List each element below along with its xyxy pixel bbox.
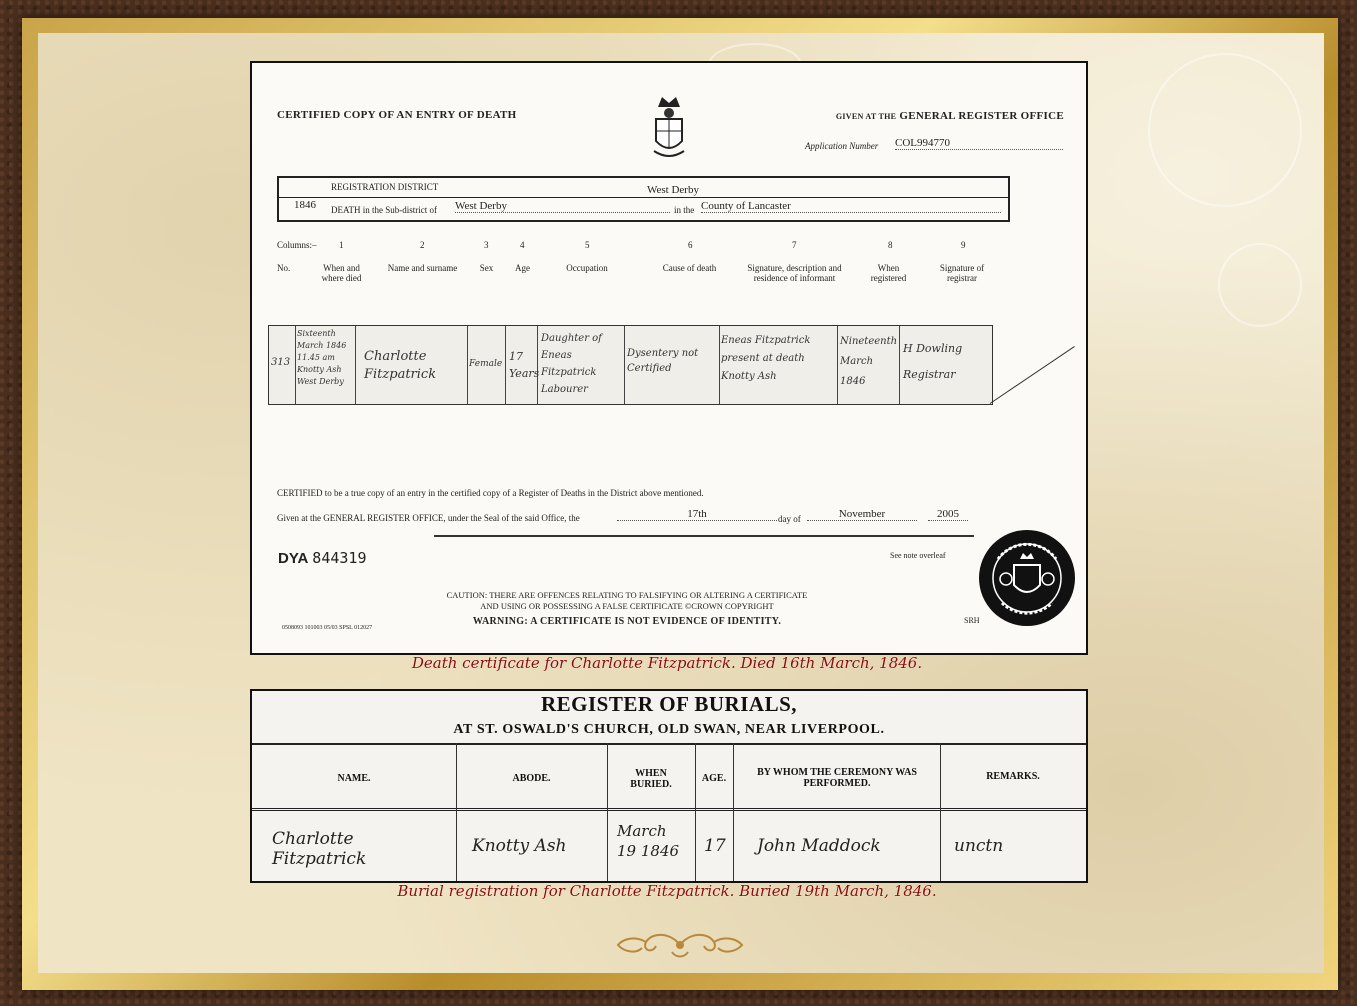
column-number: 1: [339, 240, 344, 250]
burial-by-whom: John Maddock: [757, 836, 881, 856]
burial-remarks: unctn: [954, 836, 1004, 856]
column-number: 7: [792, 240, 797, 250]
day-of-label: day of: [778, 514, 801, 524]
column-header-cause: Cause of death: [662, 263, 717, 273]
entry-sex: Female: [469, 359, 503, 369]
entry-number: 313: [271, 357, 291, 368]
subdistrict-label: DEATH in the Sub-district of: [331, 205, 437, 215]
registration-year: 1846: [294, 199, 316, 211]
serial-number: DYA 844319: [278, 549, 367, 567]
header-abode: ABODE.: [512, 773, 551, 784]
general-register-office-seal-icon: [978, 529, 1076, 627]
given-year: 2005: [928, 508, 968, 521]
column-number: 8: [888, 240, 893, 250]
application-number: COL994770: [895, 137, 1063, 150]
divider: [434, 535, 974, 537]
see-note-overleaf: See note overleaf: [890, 551, 946, 560]
certificate-title: CERTIFIED COPY OF AN ENTRY OF DEATH: [277, 109, 517, 121]
registration-district-label: REGISTRATION DISTRICT: [331, 182, 439, 192]
subdistrict: West Derby: [455, 200, 670, 213]
columns-label: Columns:–: [277, 240, 317, 250]
decorative-swirl: [1148, 53, 1302, 207]
in-the-label: in the: [674, 205, 695, 215]
registration-box: [277, 176, 1010, 222]
death-entry-row: [268, 325, 993, 405]
burial-name: Charlotte Fitzpatrick: [272, 829, 367, 869]
entry-name: Charlotte Fitzpatrick: [364, 349, 437, 382]
burial-register-title: REGISTER OF BURIALS,: [540, 692, 798, 716]
certified-statement: CERTIFIED to be a true copy of an entry in the certified copy of a Register of Deaths in the District above mentioned.: [277, 488, 704, 498]
registration-district: West Derby: [647, 184, 699, 196]
header-age: AGE.: [701, 773, 727, 784]
given-statement: Given at the GENERAL REGISTER OFFICE, under the Seal of the said Office, the: [277, 513, 580, 523]
header-name: NAME.: [337, 773, 371, 784]
column-number: 2: [420, 240, 425, 250]
header-remarks: REMARKS.: [986, 771, 1040, 782]
entry-when-registered: Nineteenth March 1846: [840, 336, 898, 387]
death-certificate: [250, 61, 1088, 655]
given-at-office: GIVEN AT THE GENERAL REGISTER OFFICE: [835, 110, 1064, 122]
burial-register-subtitle: AT ST. OSWALD'S CHURCH, OLD SWAN, NEAR LIVERPOOL.: [453, 722, 885, 737]
column-header-sex: Sex: [479, 263, 494, 273]
column-header-informant: Signature, description and residence of informant: [747, 263, 842, 283]
entry-when-where: Sixteenth March 1846 11.45 am Knotty Ash West Derby: [297, 329, 347, 386]
flourish-ornament-icon: [612, 928, 748, 962]
column-header-occupation: Occupation: [566, 263, 608, 273]
entry-informant: Eneas Fitzpatrick present at death Knotty Ash: [721, 335, 811, 382]
column-header-when-registered: When registered: [870, 263, 907, 283]
royal-crest-icon: [650, 93, 688, 163]
burial-abode: Knotty Ash: [472, 836, 567, 856]
burial-age: 17: [704, 836, 726, 856]
column-number: 9: [961, 240, 966, 250]
print-codes: 0508093 101003 05/03 SPSL 012027: [282, 625, 373, 631]
given-month: November: [807, 508, 917, 521]
header-when-buried: WHEN BURIED.: [630, 768, 672, 790]
caution-text: CAUTION: THERE ARE OFFENCES RELATING TO FALSIFYING OR ALTERING A CERTIFICATE AND USING OR POSSESSING A FALSE CERTIFICATE ©CROWN COPYRIGHT: [446, 590, 808, 611]
burial-register: [250, 689, 1088, 883]
death-caption: Death certificate for Charlotte Fitzpatrick. Died 16th March, 1846.: [411, 654, 923, 672]
column-number: 5: [585, 240, 590, 250]
burial-caption: Burial registration for Charlotte Fitzpatrick. Buried 19th March, 1846.: [397, 882, 937, 900]
column-number: 6: [688, 240, 693, 250]
county: County of Lancaster: [701, 200, 1001, 213]
given-day: 17th: [617, 508, 777, 521]
entry-registrar: H Dowling Registrar: [903, 342, 963, 381]
entry-cause: Dysentery not Certified: [627, 348, 699, 374]
column-header-when-where: When and where died: [321, 263, 362, 283]
entry-age: 17 Years: [509, 350, 540, 380]
column-number: 4: [520, 240, 525, 250]
column-number: 3: [484, 240, 489, 250]
header-by-whom: BY WHOM THE CEREMONY WAS PERFORMED.: [757, 767, 917, 789]
application-number-label: Application Number: [805, 141, 879, 151]
burial-when-buried: March 19 1846: [617, 822, 680, 860]
srh-code: SRH: [964, 616, 980, 625]
warning-text: WARNING: A CERTIFICATE IS NOT EVIDENCE OF IDENTITY.: [472, 616, 782, 627]
column-header-name: Name and surname: [387, 263, 458, 273]
column-header-age: Age: [515, 263, 530, 273]
cancel-stroke: [990, 346, 1075, 404]
entry-occupation: Daughter of Eneas Fitzpatrick Labourer: [541, 333, 602, 395]
decorative-swirl: [1218, 243, 1302, 327]
column-header-registrar: Signature of registrar: [939, 263, 985, 283]
column-header-no: No.: [277, 263, 291, 273]
